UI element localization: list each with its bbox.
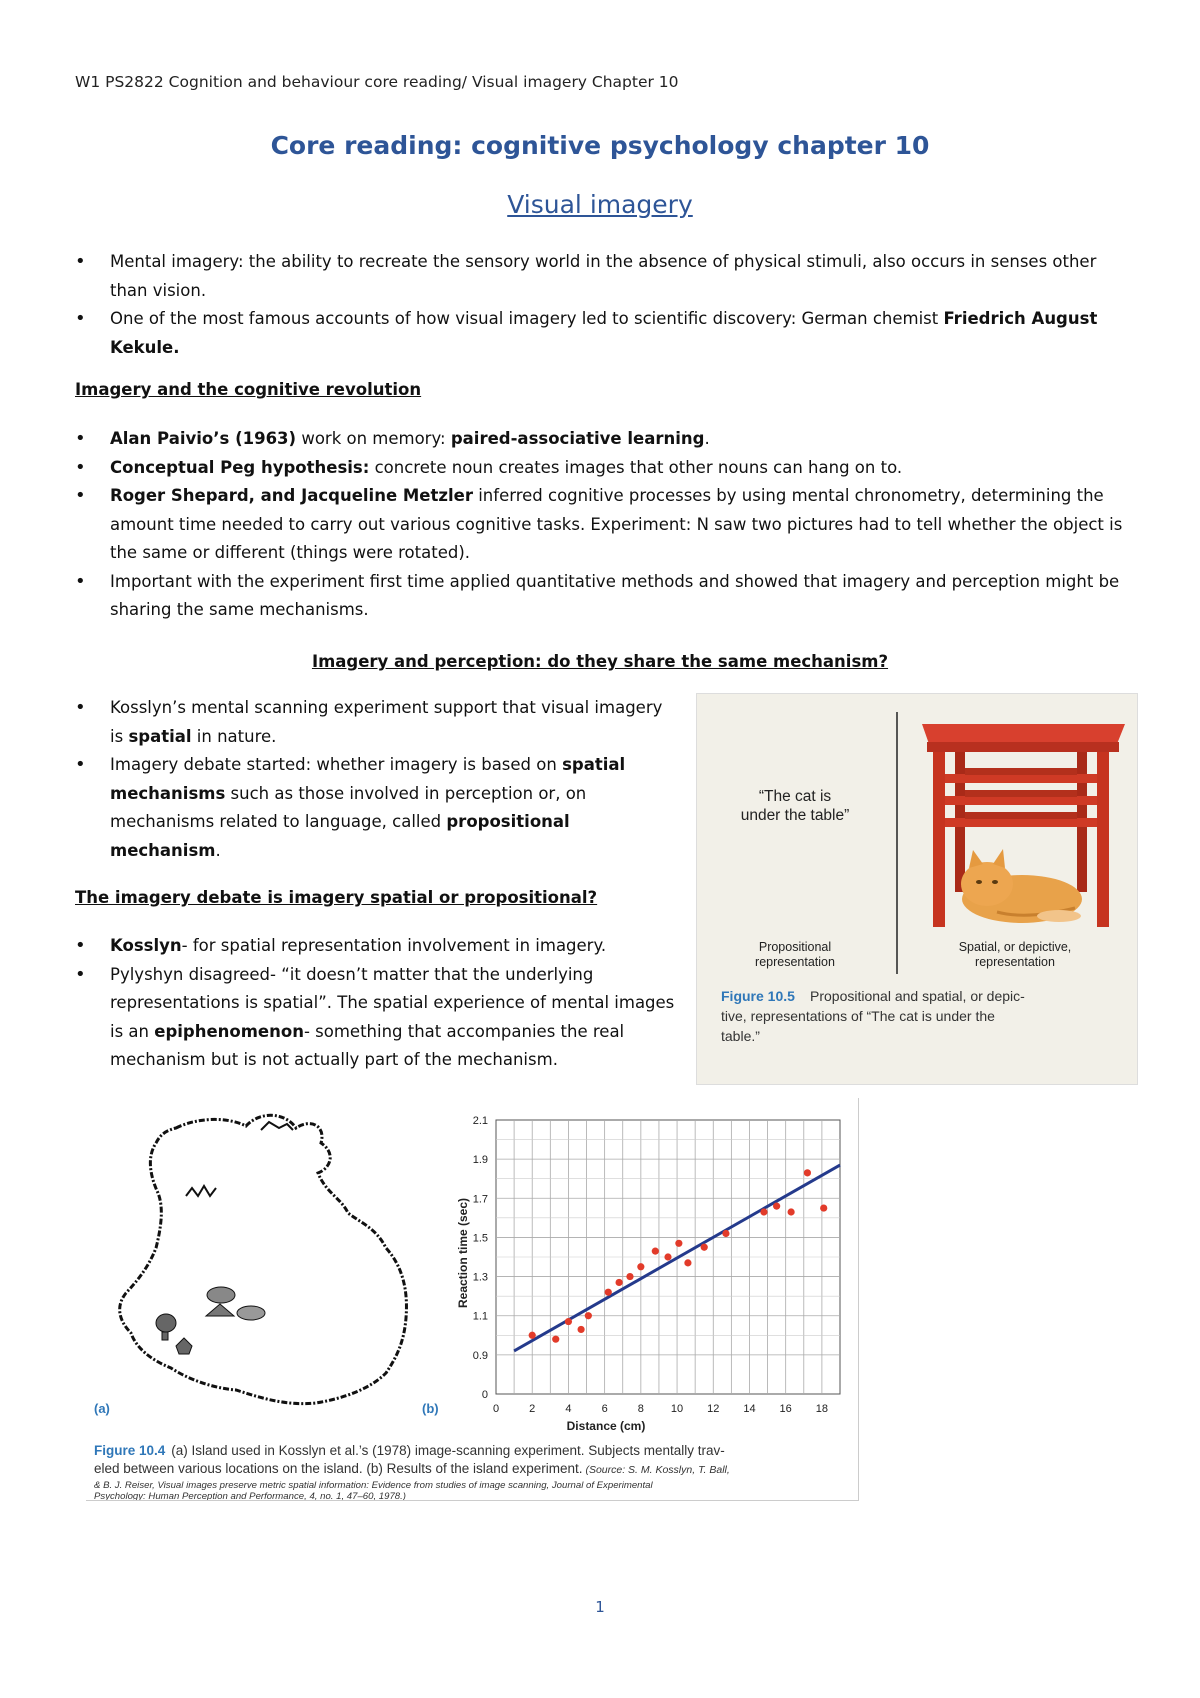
hut-icon xyxy=(261,1122,293,1130)
tree-icon xyxy=(156,1314,176,1332)
x-tick-label: 12 xyxy=(707,1403,720,1415)
list-item: • Imagery debate started: whether imagery is based on spatial mechanisms such as those involved in perception or, on mechanisms related to language, called propositional mechanism. xyxy=(75,751,675,865)
tree-trunk-icon xyxy=(162,1332,168,1340)
figure-10-4-caption-1 xyxy=(94,1443,725,1458)
panel-b-label: (b) xyxy=(422,1401,439,1416)
right-label-line-2: representation xyxy=(975,955,1055,969)
data-point xyxy=(577,1326,584,1333)
figure-10-4-label: Figure 10.4 xyxy=(94,1443,166,1458)
data-point xyxy=(552,1336,559,1343)
y-tick-label: 0 xyxy=(481,1389,488,1401)
x-tick-label: 8 xyxy=(637,1403,644,1415)
y-tick-label: 1.3 xyxy=(472,1271,488,1284)
list-item: • Roger Shepard, and Jacqueline Metzler inferred cognitive processes by using mental chronometry, determining the amount time needed to carry out various cognitive tasks. Experiment: N saw two pictures had to tell whether the object is the same or different (things were rotated). xyxy=(75,482,1140,568)
list-item: • Mental imagery: the ability to recreate the sensory world in the absence of physical stimuli, also occurs in senses other than vision. xyxy=(75,248,1135,305)
data-point xyxy=(616,1279,623,1286)
page-number: 1 xyxy=(595,1598,605,1616)
section3-list xyxy=(75,932,685,1075)
y-tick-label: 1.5 xyxy=(472,1232,488,1245)
page-subtitle: Visual imagery xyxy=(507,190,693,219)
section2-list-container xyxy=(75,694,675,865)
data-point xyxy=(637,1263,644,1270)
quote-line-1: “The cat is xyxy=(758,788,832,805)
list-item: • Pylyshyn disagreed- “it doesn’t matter that the underlying representations is spatial”. The spatial experience of mental images is an epiphenomenon- something that accompanies the real mechanism but is not actually part of the mechanism. xyxy=(75,961,685,1075)
section3-list-container xyxy=(75,932,685,1075)
figure-10-4-caption-3: & B. J. Reiser, Visual images preserve metric spatial information: Evidence from studies of image scanning, Journal of Experimental xyxy=(94,1480,653,1491)
hut-icon xyxy=(206,1304,234,1316)
figure-10-5 xyxy=(696,693,1138,1085)
figure-10-5-caption-1: Propositional and spatial, or depic- xyxy=(810,988,1025,1004)
data-point xyxy=(652,1248,659,1255)
x-tick-label: 18 xyxy=(815,1403,829,1415)
grass-icon xyxy=(186,1186,216,1196)
list-item: • Kosslyn’s mental scanning experiment support that visual imagery is spatial in nature. xyxy=(75,694,675,751)
data-point xyxy=(675,1240,682,1247)
section1-list xyxy=(75,425,1140,625)
hut-icon xyxy=(176,1338,192,1354)
x-tick-label: 4 xyxy=(565,1403,572,1415)
data-point xyxy=(664,1253,671,1260)
figure-10-5-caption-2: tive, representations of “The cat is under the xyxy=(721,1008,995,1024)
list-item: • Alan Paivio’s (1963) work on memory: paired-associative learning. xyxy=(75,425,1140,454)
list-item: • One of the most famous accounts of how visual imagery led to scientific discovery: German chemist Friedrich August Kekule. xyxy=(75,305,1135,362)
data-point xyxy=(773,1203,780,1210)
x-tick-label: 2 xyxy=(529,1403,536,1415)
panel-a-label: (a) xyxy=(94,1401,110,1416)
section-heading-cognitive-revolution: Imagery and the cognitive revolution xyxy=(75,380,422,399)
y-tick-label: 1.7 xyxy=(472,1193,488,1206)
data-point xyxy=(760,1208,767,1215)
y-axis-label: Reaction time (sec) xyxy=(456,1197,470,1309)
figure-10-5-caption-3: table.” xyxy=(721,1028,760,1044)
island-map xyxy=(120,1115,407,1403)
section-heading-imagery-debate: The imagery debate is imagery spatial or propositional? xyxy=(75,888,598,907)
rock-icon xyxy=(237,1306,265,1320)
cat-illustration xyxy=(961,849,1082,923)
intro-list xyxy=(75,248,1135,362)
data-point xyxy=(626,1273,633,1280)
left-label-line-2: representation xyxy=(755,955,835,969)
data-point xyxy=(565,1318,572,1325)
data-point xyxy=(585,1312,592,1319)
data-point xyxy=(684,1259,691,1266)
section-heading-imagery-perception: Imagery and perception: do they share the same mechanism? xyxy=(311,652,889,671)
x-axis-label: Distance (cm) xyxy=(566,1419,646,1433)
data-point xyxy=(605,1289,612,1296)
page-header: W1 PS2822 Cognition and behaviour core reading/ Visual imagery Chapter 10 xyxy=(75,73,679,91)
section2-list xyxy=(75,694,675,865)
data-point xyxy=(804,1169,811,1176)
x-tick-label: 14 xyxy=(743,1403,756,1415)
page-title: Core reading: cognitive psychology chapter 10 xyxy=(270,131,930,160)
list-item: • Important with the experiment first time applied quantitative methods and showed that imagery and perception might be sharing the same mechanisms. xyxy=(75,568,1140,625)
quote-line-2: under the table” xyxy=(740,807,850,824)
figure-10-5-label: Figure 10.5 xyxy=(721,988,795,1004)
caption-text-2: eled between various locations on the island. (b) Results of the island experiment. xyxy=(94,1461,583,1476)
x-tick-label: 6 xyxy=(601,1403,608,1415)
x-tick-label: 16 xyxy=(779,1403,792,1415)
x-tick-label: 0 xyxy=(492,1403,500,1415)
list-item: • Conceptual Peg hypothesis: concrete noun creates images that other nouns can hang on to. xyxy=(75,454,1140,483)
reaction-time-chart xyxy=(473,1115,840,1415)
tree-icon xyxy=(207,1287,235,1303)
data-point xyxy=(788,1208,795,1215)
data-point xyxy=(820,1204,827,1211)
x-tick-label: 10 xyxy=(670,1403,684,1415)
figure-10-4-caption-4: Psychology: Human Perception and Performance, 4, no. 1, 47–60, 1978.) xyxy=(94,1491,406,1500)
figure-10-4 xyxy=(86,1098,859,1501)
island-landmarks xyxy=(156,1122,293,1354)
list-item: • Kosslyn- for spatial representation involvement in imagery. xyxy=(75,932,685,961)
right-label-line-1: Spatial, or depictive, xyxy=(958,940,1072,954)
figure-10-4-illustration xyxy=(86,1098,858,1500)
caption-text-1: (a) Island used in Kosslyn et al.’s (1978) image-scanning experiment. Subjects mentally trav- xyxy=(171,1443,725,1458)
y-tick-label: 2.1 xyxy=(472,1115,488,1127)
intro-section xyxy=(75,248,1135,362)
caption-text-2-source: (Source: S. M. Kosslyn, T. Ball, xyxy=(582,1464,730,1476)
data-point xyxy=(701,1244,708,1251)
y-tick-label: 0.9 xyxy=(472,1349,488,1362)
section1-list-container xyxy=(75,425,1140,625)
y-tick-label: 1.1 xyxy=(472,1310,488,1323)
figure-10-4-caption-2 xyxy=(94,1461,730,1476)
y-tick-label: 1.9 xyxy=(472,1154,488,1167)
figure-10-5-illustration xyxy=(697,694,1137,1084)
left-label-line-1: Propositional xyxy=(758,940,832,954)
data-point xyxy=(529,1332,536,1339)
data-point xyxy=(722,1230,729,1237)
